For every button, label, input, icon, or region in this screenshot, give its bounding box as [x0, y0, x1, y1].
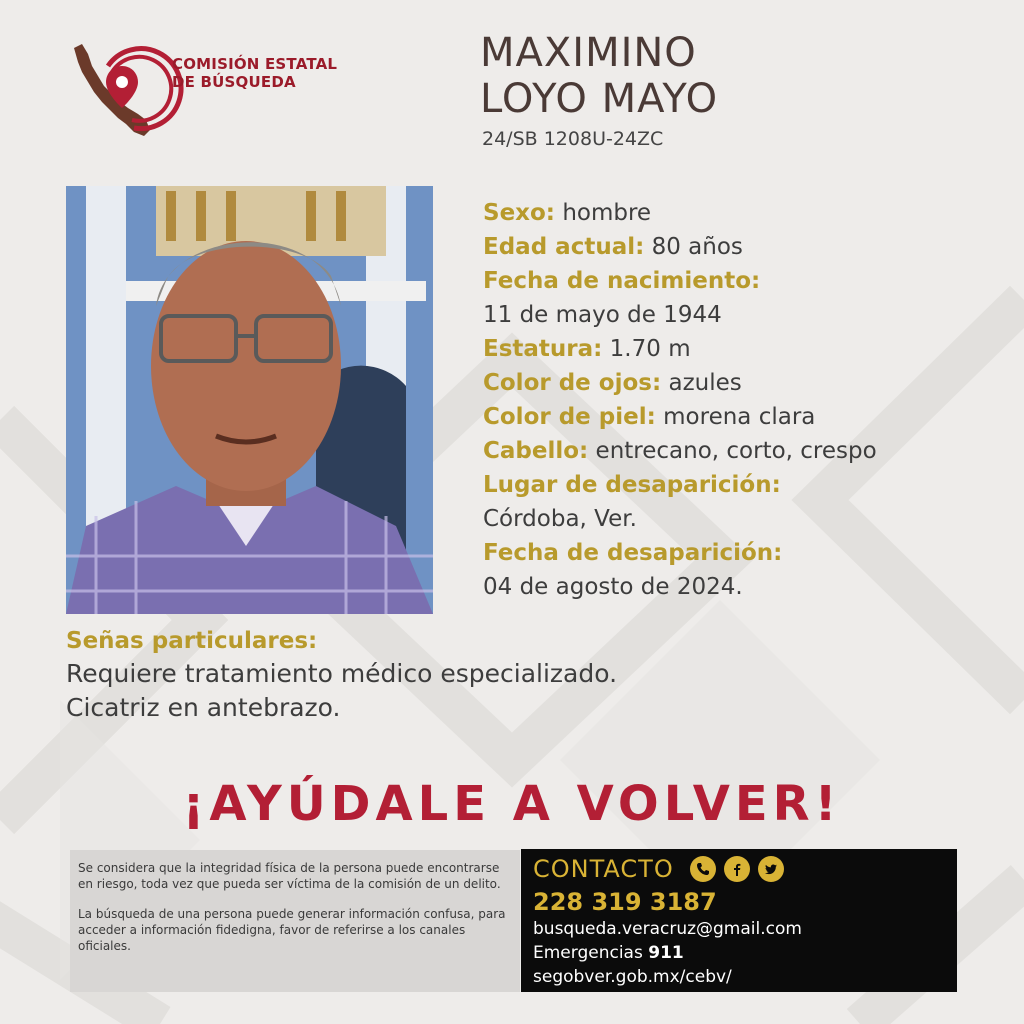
org-name [172, 55, 337, 91]
phone-icon[interactable] [690, 856, 716, 882]
twitter-icon[interactable] [758, 856, 784, 882]
contact-title: CONTACTO [533, 855, 674, 883]
detail-edad [483, 230, 1003, 264]
detail-label: Color de piel: [483, 404, 656, 430]
facebook-icon[interactable] [724, 856, 750, 882]
contact-header [533, 851, 945, 887]
detail-label: Edad actual: [483, 234, 645, 260]
emergency-label: Emergencias [533, 943, 643, 963]
detail-value: 80 años [651, 234, 743, 260]
contact-emergency [533, 941, 945, 965]
org-name-line1: COMISIÓN ESTATAL [172, 55, 338, 73]
contact-box [521, 849, 957, 992]
detail-fecha-value: 04 de agosto de 2024. [483, 574, 743, 600]
distinguishing-marks [66, 625, 617, 725]
detail-label: Estatura: [483, 336, 603, 362]
headline: ¡AYÚDALE A VOLVER! [182, 776, 842, 832]
person-last-name: LOYO MAYO [480, 76, 719, 122]
emergency-number[interactable]: 911 [648, 943, 684, 963]
contact-website[interactable]: segobver.gob.mx/cebv/ [533, 967, 732, 987]
detail-value: hombre [562, 200, 652, 226]
detail-sexo [483, 196, 1003, 230]
person-details [483, 196, 1003, 604]
person-name [480, 30, 718, 122]
contact-phone[interactable]: 228 319 3187 [533, 888, 717, 916]
detail-estatura [483, 332, 1003, 366]
detail-value: entrecano, corto, crespo [595, 438, 877, 464]
senas-label: Señas particulares: [66, 628, 318, 654]
detail-piel [483, 400, 1003, 434]
detail-value: 1.70 m [609, 336, 691, 362]
detail-nacimiento-value: 11 de mayo de 1944 [483, 302, 722, 328]
person-first-name: MAXIMINO [480, 30, 697, 76]
person-photo [66, 186, 433, 614]
detail-fecha-label: Fecha de desaparición: [483, 540, 783, 566]
disclaimer-p2: La búsqueda de una persona puede generar información confusa, para acceder a información fidedigna, favor de referirse a los canales oficiales. [78, 907, 506, 953]
detail-cabello [483, 434, 1003, 468]
detail-ojos [483, 366, 1003, 400]
detail-label: Cabello: [483, 438, 589, 464]
senas-line1: Requiere tratamiento médico especializado. [66, 659, 618, 688]
org-name-line2: DE BÚSQUEDA [172, 73, 296, 91]
detail-value: azules [668, 370, 742, 396]
detail-label: Color de ojos: [483, 370, 662, 396]
detail-nacimiento-label: Fecha de nacimiento: [483, 268, 761, 294]
detail-label: Sexo: [483, 200, 555, 226]
case-folio: 24/SB 1208U-24ZC [482, 128, 664, 150]
disclaimer-p1: Se considera que la integridad física de la persona puede encontrarse en riesgo, toda vez que pueda ser víctima de la comisión de un delito. [78, 861, 501, 891]
detail-lugar-value: Córdoba, Ver. [483, 506, 637, 532]
commission-logo [68, 36, 368, 146]
detail-lugar-label: Lugar de desaparición: [483, 472, 781, 498]
contact-email[interactable]: busqueda.veracruz@gmail.com [533, 919, 802, 939]
detail-value: morena clara [663, 404, 816, 430]
senas-line2: Cicatriz en antebrazo. [66, 693, 341, 722]
disclaimer-box [70, 850, 520, 992]
